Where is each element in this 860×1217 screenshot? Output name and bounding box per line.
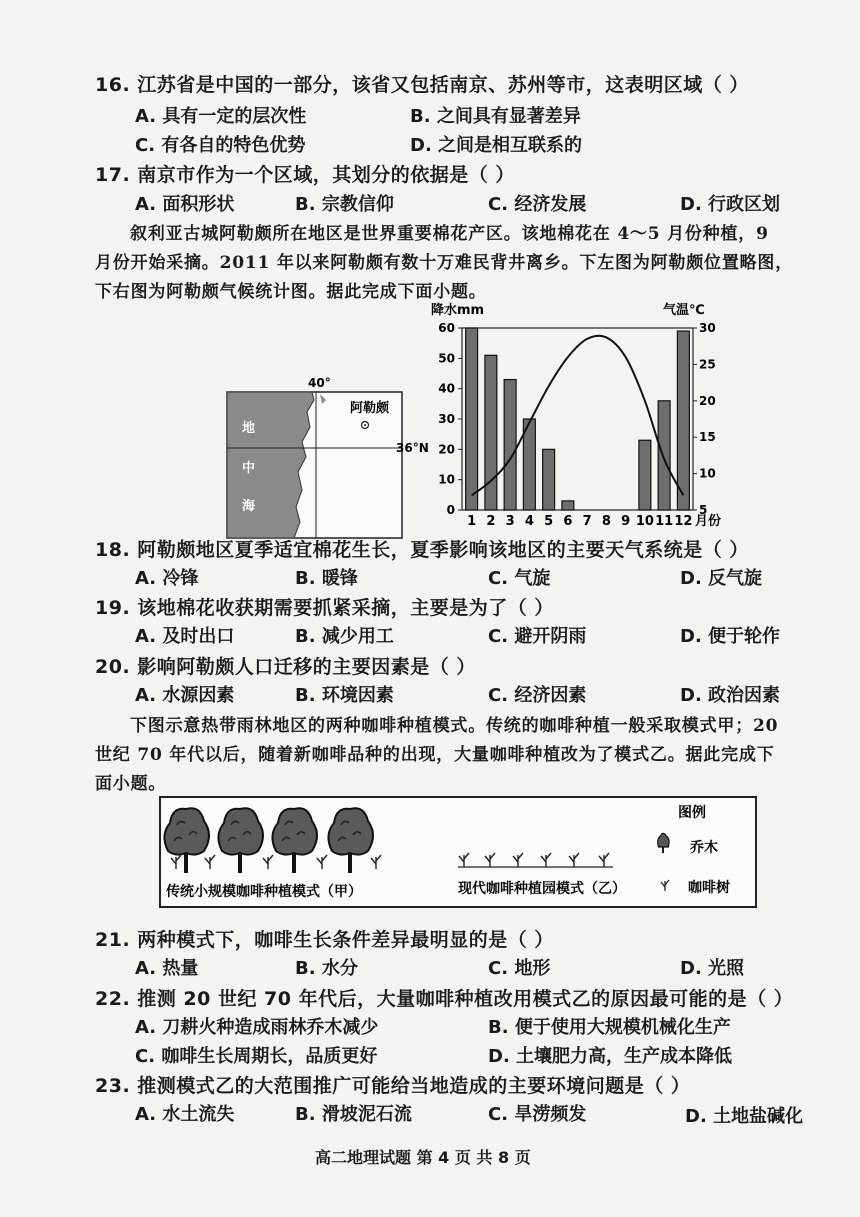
question-21-option-d[interactable]: D. 光照 (680, 958, 745, 979)
temp-tick-label-30: 30 (699, 321, 716, 335)
precip-bar-12 (677, 331, 689, 510)
coffee-planting-diagram (158, 795, 758, 909)
precip-bar-6 (562, 501, 574, 510)
month-label-1: 1 (467, 514, 477, 529)
precip-bar-10 (639, 440, 651, 510)
question-23-option-d[interactable]: D. 土地盐碱化 (685, 1106, 804, 1127)
question-20-option-b[interactable]: B. 环境因素 (295, 685, 394, 706)
question-20-option-d[interactable]: D. 政治因素 (680, 685, 781, 706)
passage-2-line-2: 世纪 70 年代以后，随着新咖啡品种的出现，大量咖啡种植改为了模式乙。据此完成下 (95, 745, 775, 765)
question-17-stem: 17. 南京市作为一个区域，其划分的依据是（ ） (95, 164, 515, 186)
question-21-option-a[interactable]: A. 热量 (135, 958, 199, 979)
month-label-5: 5 (544, 514, 554, 529)
precip-axis-label: 降水mm (431, 303, 485, 318)
question-17-option-d[interactable]: D. 行政区划 (680, 194, 781, 215)
passage-1-line-3: 下右图为阿勒颇气候统计图。据此完成下面小题。 (95, 282, 487, 302)
aleppo-location-map (222, 372, 429, 542)
legend-tree-label: 乔木 (690, 840, 718, 856)
page-footer: 高二地理试题 第 4 页 共 8 页 (315, 1148, 531, 1167)
month-label-7: 7 (582, 514, 592, 529)
month-label-12: 12 (674, 514, 693, 529)
precip-tick-label-40: 40 (438, 381, 455, 396)
temperature-line (472, 336, 684, 496)
question-20-option-c[interactable]: C. 经济因素 (488, 685, 587, 706)
question-16-stem: 16. 江苏省是中国的一部分，该省又包括南京、苏州等市，这表明区域（ ） (95, 74, 749, 96)
question-17-option-c[interactable]: C. 经济发展 (488, 194, 587, 215)
pattern-b-label: 现代咖啡种植园模式（乙） (458, 881, 626, 897)
legend-title: 图例 (678, 805, 706, 821)
temp-tick-label-15: 15 (699, 430, 716, 445)
temp-axis-label: 气温℃ (663, 303, 705, 318)
precip-tick-label-50: 50 (438, 351, 455, 366)
question-19-stem: 19. 该地棉花收获期需要抓紧采摘，主要是为了（ ） (95, 597, 554, 619)
question-22-stem: 22. 推测 20 世纪 70 年代后，大量咖啡种植改用模式乙的原因最可能的是（ ） (95, 988, 794, 1010)
month-label-8: 8 (601, 514, 611, 529)
temp-tick-label-25: 25 (699, 357, 716, 372)
legend-coffee-label: 咖啡树 (688, 880, 730, 896)
sea-label-2: 中 (242, 461, 256, 476)
temp-tick-label-20: 20 (699, 393, 716, 408)
month-label-6: 6 (563, 514, 573, 529)
question-16-option-c[interactable]: C. 有各自的特色优势 (135, 135, 306, 156)
passage-1-line-2: 月份开始采摘。2011 年以来阿勒颇有数十万难民背井离乡。下左图为阿勒颇位置略图， (95, 253, 794, 273)
question-19-option-c[interactable]: C. 避开阴雨 (488, 626, 587, 647)
question-22-option-a[interactable]: A. 刀耕火种造成雨林乔木减少 (135, 1017, 379, 1038)
month-label-11: 11 (655, 514, 674, 529)
precip-bar-3 (504, 380, 516, 510)
precip-bar-1 (466, 328, 478, 510)
temp-tick-label-10: 10 (699, 466, 716, 481)
question-20-option-a[interactable]: A. 水源因素 (135, 685, 235, 706)
question-17-option-a[interactable]: A. 面积形状 (135, 194, 235, 215)
month-unit-label: 月份 (695, 514, 722, 529)
precip-bar-2 (485, 355, 497, 510)
precip-tick-label-20: 20 (438, 442, 455, 457)
passage-2-line-3: 面小题。 (95, 774, 167, 794)
longitude-label: 40° (308, 376, 331, 390)
question-19-option-b[interactable]: B. 减少用工 (295, 626, 394, 647)
question-18-option-a[interactable]: A. 冷锋 (135, 568, 199, 589)
sea-label-1: 地 (242, 421, 256, 436)
question-21-option-b[interactable]: B. 水分 (295, 958, 358, 979)
question-23-option-a[interactable]: A. 水土流失 (135, 1104, 235, 1125)
precip-tick-label-60: 60 (438, 321, 455, 335)
passage-2-line-1: 下图示意热带雨林地区的两种咖啡种植模式。传统的咖啡种植一般采取模式甲；20 (130, 716, 779, 736)
month-label-3: 3 (505, 514, 515, 529)
precip-tick-label-10: 10 (438, 472, 455, 487)
latitude-label: 36°N (396, 441, 429, 455)
question-18-option-b[interactable]: B. 暖锋 (295, 568, 358, 589)
precip-bar-5 (543, 449, 555, 510)
question-18-stem: 18. 阿勒颇地区夏季适宜棉花生长，夏季影响该地区的主要天气系统是（ ） (95, 539, 749, 561)
aleppo-climate-chart (425, 298, 725, 528)
month-label-4: 4 (524, 514, 534, 529)
question-23-option-b[interactable]: B. 滑坡泥石流 (295, 1104, 412, 1125)
question-21-option-c[interactable]: C. 地形 (488, 958, 551, 979)
question-17-option-b[interactable]: B. 宗教信仰 (295, 194, 394, 215)
question-23-stem: 23. 推测模式乙的大范围推广可能给当地造成的主要环境问题是（ ） (95, 1075, 691, 1097)
precip-bar-11 (658, 401, 670, 510)
question-16-option-b[interactable]: B. 之间具有显著差异 (410, 106, 581, 127)
pattern-a-label: 传统小规模咖啡种植模式（甲） (166, 884, 362, 900)
question-21-stem: 21. 两种模式下，咖啡生长条件差异最明显的是（ ） (95, 929, 554, 951)
question-22-option-b[interactable]: B. 便于使用大规模机械化生产 (488, 1017, 731, 1038)
question-20-stem: 20. 影响阿勒颇人口迁移的主要因素是（ ） (95, 656, 476, 678)
question-19-option-d[interactable]: D. 便于轮作 (680, 626, 781, 647)
question-16-option-d[interactable]: D. 之间是相互联系的 (410, 135, 583, 156)
question-22-option-d[interactable]: D. 土壤肥力高，生产成本降低 (488, 1046, 733, 1067)
question-16-option-a[interactable]: A. 具有一定的层次性 (135, 106, 307, 127)
month-label-2: 2 (486, 514, 496, 529)
precip-tick-label-0: 0 (446, 503, 455, 517)
sea-label-3: 海 (242, 499, 256, 514)
question-22-option-c[interactable]: C. 咖啡生长周期长，品质更好 (135, 1046, 378, 1067)
temp-tick-label-5: 5 (699, 503, 708, 517)
question-23-option-c[interactable]: C. 旱涝频发 (488, 1104, 587, 1125)
passage-1-line-1: 叙利亚古城阿勒颇所在地区是世界重要棉花产区。该地棉花在 4～5 月份种植，9 (130, 224, 769, 244)
city-label-aleppo: 阿勒颇 (350, 401, 390, 416)
month-label-10: 10 (635, 514, 654, 529)
question-18-option-c[interactable]: C. 气旋 (488, 568, 551, 589)
precip-tick-label-30: 30 (438, 412, 455, 426)
month-label-9: 9 (621, 514, 631, 529)
question-19-option-a[interactable]: A. 及时出口 (135, 626, 235, 647)
question-18-option-d[interactable]: D. 反气旋 (680, 568, 763, 589)
